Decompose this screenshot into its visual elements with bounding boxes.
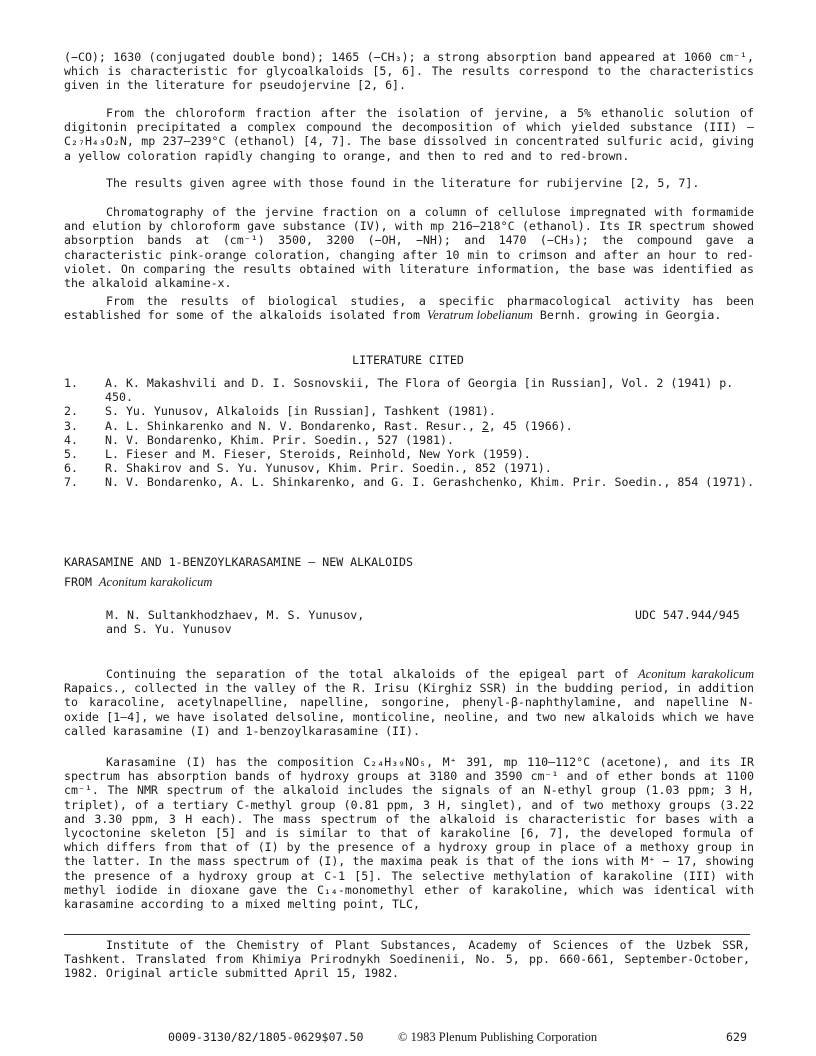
reference-item bbox=[64, 404, 764, 418]
reference-number: 3. bbox=[64, 418, 78, 433]
volume-number: 2 bbox=[481, 418, 489, 433]
footnote-divider bbox=[64, 934, 750, 935]
reference-text bbox=[105, 419, 764, 433]
reference-item bbox=[64, 433, 764, 447]
paragraph-ir-glycoalkaloid: (−CO); 1630 (conjugated double bond); 1465 (−CH₃); a strong absorption band appeared at 1060 cm⁻¹, which is characteristic for glycoalkaloids [5, 6]. The results correspond to the characteristics given in the literature for pseudojervine [2, 6]. bbox=[64, 50, 754, 93]
paragraph-alkamine-chromatography: Chromatography of the jervine fraction on a column of cellulose impregnated with formamide and elution by chloroform gave substance (IV), with mp 216–218°C (ethanol). Its IR spectrum showed absorption bands at (cm⁻¹) 3500, 3200 (−OH, −NH); and 1470 (−CH₃); the compound gave a characteristic pink-orange coloration, changing after 10 min to crimson and after an hour to red-violet. On comparing the results obtained with literature information, the base was identified as the alkaloid alkamine-x. bbox=[64, 205, 754, 291]
paragraph-rubijervine-isolation: From the chloroform fraction after the isolation of jervine, a 5% ethanolic solution of digitonin precipitated a complex compound the decomposition of which yielded substance (III) — C₂₇H₄₃O₂N, mp 237–239°C (ethanol) [4, 7]. The base dissolved in concentrated sulfuric acid, giving a yellow coloration rapidly changing to orange, and then to red and to red-brown. bbox=[64, 106, 754, 163]
reference-text: A. K. Makashvili and D. I. Sosnovskii, The Flora of Georgia [in Russian], Vol. 2 (1941) p. 450. bbox=[105, 376, 734, 405]
footnote-affiliation: Institute of the Chemistry of Plant Substances, Academy of Sciences of the Uzbek SSR, Tashkent. Translated from Khimiya Prirodnykh Soedinenii, No. 5, pp. 660-661, September-October, 1982. Original article submitted April 15, 1982. bbox=[64, 938, 750, 981]
paragraph-pharmacological-activity bbox=[64, 294, 754, 322]
article-title: KARASAMINE AND 1-BENZOYLKARASAMINE — NEW ALKALOIDS bbox=[64, 555, 414, 569]
paragraph-alkaloid-separation bbox=[64, 667, 754, 738]
paragraph-karasamine-properties: Karasamine (I) has the composition C₂₄H₃₉NO₅, M⁺ 391, mp 110–112°C (acetone), and its IR spectrum has absorption bands of hydroxy groups at 3180 and 3590 cm⁻¹ and of ether bonds at 1100 cm⁻¹. The NMR spectrum of the alkaloid includes the signals of an N-ethyl group (1.03 ppm; 3 H, triplet), of a tertiary C-methyl group (0.81 ppm, 3 H, singlet), and of two methoxy groups (3.22 and 3.30 ppm, 3 H each). The mass spectrum of the alkaloid is characteristic for bases with a lycoctonine skeleton [5] and is similar to that of karakoline [6, 7], the developed formula of which differs from that of (I) by the presence of a hydroxy group in place of a methoxy group in the latter. In the mass spectrum of (I), the maxima peak is that of the ions with M⁺ − 17, showing the presence of a hydroxy group at C-1 [5]. The selective methylation of karakoline (III) with methyl iodide in dioxane gave the C₁₄-monomethyl ether of karakoline, which was identical with karasamine according to a mixed melting point, TLC, bbox=[64, 755, 754, 912]
reference-number: 5. bbox=[64, 447, 78, 462]
literature-cited-heading: LITERATURE CITED bbox=[352, 353, 464, 367]
article-title-continued bbox=[64, 575, 212, 589]
species-name: Veratrum lobelianum bbox=[426, 308, 533, 323]
text-segment: FROM bbox=[64, 575, 99, 589]
reference-number: 4. bbox=[64, 432, 78, 447]
reference-number: 2. bbox=[64, 404, 78, 419]
reference-item bbox=[64, 461, 764, 475]
paragraph-rubijervine-agreement: The results given agree with those found in the literature for rubijervine [2, 5, 7]. bbox=[106, 176, 700, 190]
text-segment: Rapaics., collected in the valley of the R. Irisu (Kirghiz SSR) in the budding period, in addition to karacoline, acetylnapelline, napelline, songorine, phenyl-β-naphthylamine, and napelline N-oxide [1–4], we have isolated delsoline, monticoline, neoline, and two new alkaloids which we have called karasamine (I) and 1-benzoylkarasamine (II). bbox=[64, 681, 754, 738]
reference-item bbox=[64, 447, 764, 461]
footer-code: 0009-3130/82/1805-0629$07.50 bbox=[168, 1030, 364, 1044]
reference-text: L. Fieser and M. Fieser, Steroids, Reinhold, New York (1959). bbox=[105, 447, 531, 462]
page-number: 629 bbox=[726, 1030, 747, 1044]
text-segment: , 45 (1966). bbox=[488, 418, 573, 433]
reference-list bbox=[64, 376, 764, 490]
reference-number: 6. bbox=[64, 461, 78, 476]
text-segment: Continuing the separation of the total alkaloids of the epigeal part of bbox=[106, 667, 639, 681]
species-name: Aconitum karakolicum bbox=[98, 575, 213, 589]
reference-item bbox=[64, 475, 764, 489]
text-segment: From the results of biological studies, a specific pharmacological activity has been established for some of the alkaloids isolated from bbox=[64, 294, 754, 323]
reference-text: R. Shakirov and S. Yu. Yunusov, Khim. Prir. Soedin., 852 (1971). bbox=[105, 461, 552, 476]
reference-text: N. V. Bondarenko, A. L. Shinkarenko, and G. I. Gerashchenko, Khim. Prir. Soedin., 854 (1971). bbox=[105, 475, 755, 490]
reference-number: 7. bbox=[64, 475, 78, 490]
author-list bbox=[106, 608, 364, 636]
reference-item bbox=[64, 419, 764, 433]
author-line: M. N. Sultankhodzhaev, M. S. Yunusov, bbox=[106, 608, 365, 622]
reference-text: S. Yu. Yunusov, Alkaloids [in Russian], Tashkent (1981). bbox=[105, 404, 496, 419]
author-line: and S. Yu. Yunusov bbox=[106, 622, 232, 637]
udc-classification: UDC 547.944/945 bbox=[635, 608, 740, 622]
text-segment: Bernh. growing in Georgia. bbox=[532, 308, 722, 323]
reference-item bbox=[64, 376, 764, 404]
species-name: Aconitum karakolicum bbox=[638, 667, 755, 681]
text-segment: A. L. Shinkarenko and N. V. Bondarenko, Rast. Resur., bbox=[105, 418, 482, 433]
footer-copyright: © 1983 Plenum Publishing Corporation bbox=[398, 1030, 598, 1044]
reference-number: 1. bbox=[64, 376, 78, 390]
reference-text: N. V. Bondarenko, Khim. Prir. Soedin., 527 (1981). bbox=[105, 432, 455, 447]
